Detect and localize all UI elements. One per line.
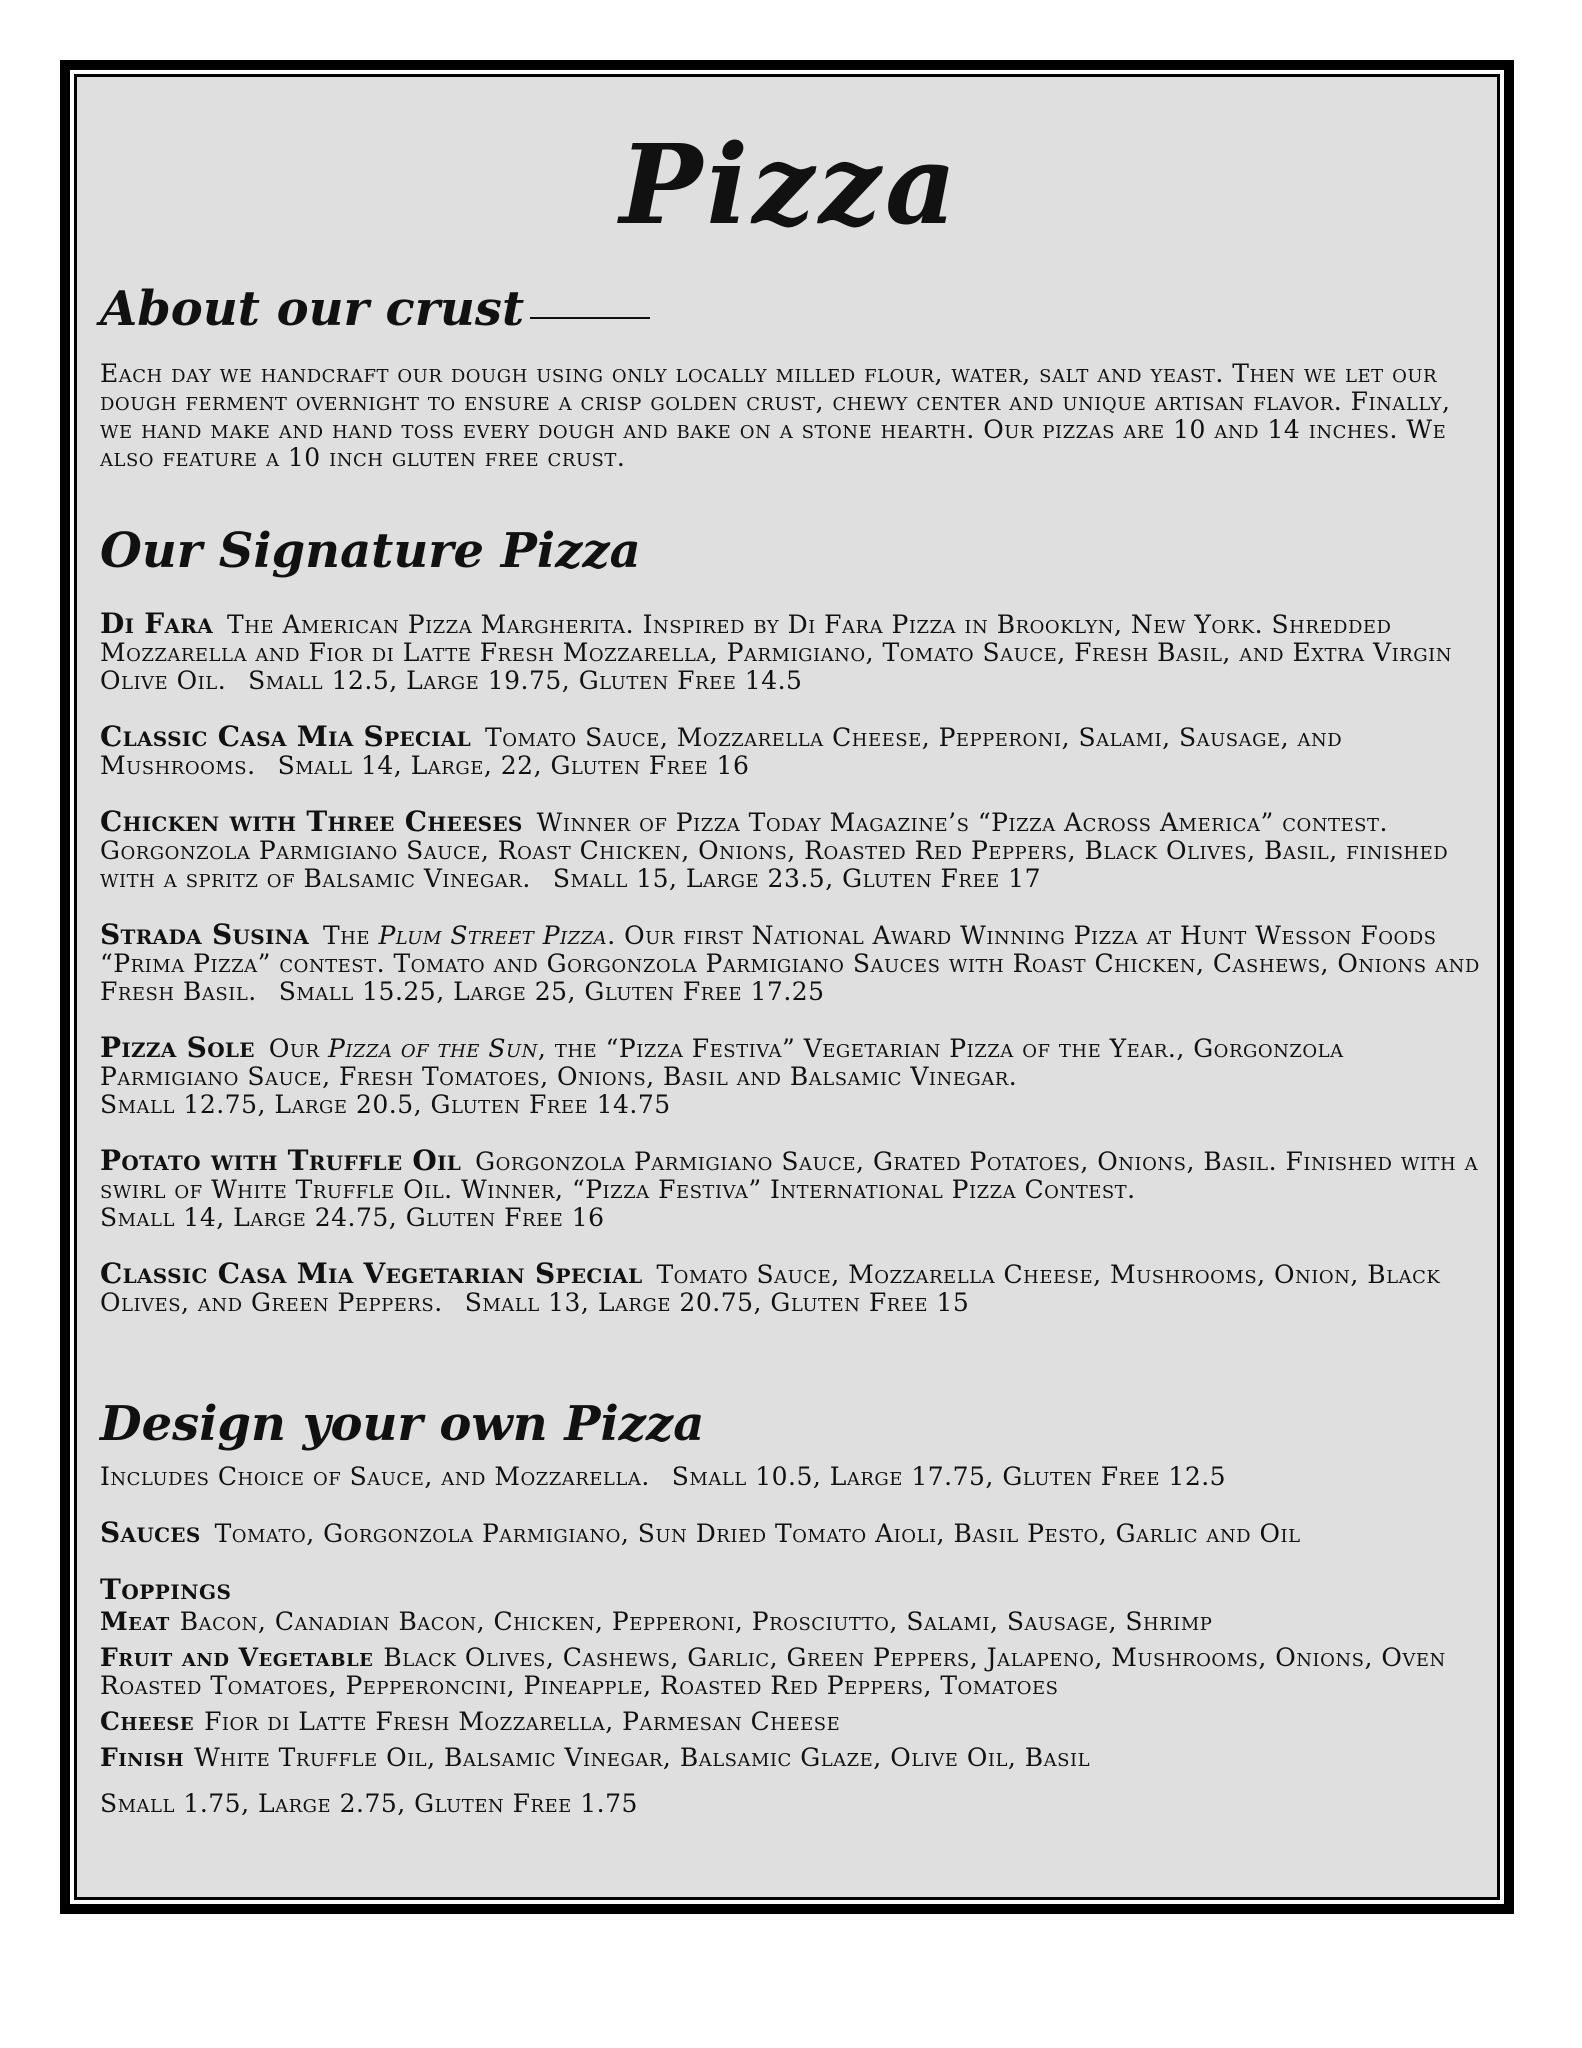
topping-category-items: Fior di Latte Fresh Mozzarella, Parmesan Cheese: [204, 1707, 841, 1736]
item-price: Small 12.75, Large 20.5, Gluten Free 14.75: [100, 1090, 671, 1119]
topping-category-label: Cheese: [100, 1707, 195, 1736]
item-price: Small 14, Large 24.75, Gluten Free 16: [100, 1203, 605, 1232]
item-name: Di Fara: [100, 607, 214, 640]
item-name: Classic Casa Mia Special: [100, 720, 472, 753]
topping-category-cheese: [100, 1708, 1480, 1736]
topping-category-label: Finish: [100, 1743, 185, 1772]
sauces-label: Sauces: [100, 1516, 201, 1549]
page-title: Pizza: [619, 120, 961, 249]
design-heading-text: Design your own Pizza: [100, 1396, 705, 1452]
design-section: [100, 1385, 1480, 1818]
topping-category-items: Black Olives, Cashews, Garlic, Green Peppers, Jalapeno, Mushrooms, Onions, Oven Roasted Tomatoes, Pepperoncini, Pineapple, Roasted Red Peppers, Tomatoes: [100, 1643, 1446, 1700]
item-description-emphasis: Plum Street Pizza: [378, 921, 608, 950]
signature-heading: [100, 512, 1480, 590]
item-description: Winner of Pizza Today Magazine’s “Pizza Across America” contest. Gorgonzola Parmigiano Sauce, Roast Chicken, Onions, Roasted Red Peppers, Black Olives, Basil, finished with a spritz of Balsamic Vinegar.: [100, 808, 1449, 893]
sauces-line: [100, 1516, 1480, 1549]
toppings-price: Small 1.75, Large 2.75, Gluten Free 1.75: [100, 1789, 638, 1818]
item-name: Chicken with Three Cheeses: [100, 805, 523, 838]
topping-category-fruit-vegetable: [100, 1644, 1480, 1700]
topping-category-finish: [100, 1744, 1480, 1772]
item-description-post: . Our first National Award Winning Pizza at Hunt Wesson Foods “Prima Pizza” contest. Tomato and Gorgonzola Parmigiano Sauces with Roast Chicken, Cashews, Onions and Fresh Basil.: [100, 921, 1480, 1006]
item-name: Potato with Truffle Oil: [100, 1144, 462, 1177]
item-price: Small 15.25, Large 25, Gluten Free 17.25: [278, 977, 825, 1006]
crust-description: Each day we handcraft our dough using only locally milled flour, water, salt and yeast. Then we let our dough ferment overnight to ensure a crisp golden crust, chewy center and unique artisan flavor. Finally, we hand make and hand toss every dough and bake on a stone hearth. Our pizzas are 10 and 14 inches. We also feature a 10 inch gluten free crust.: [100, 359, 1451, 472]
menu-item-pizza-sole: [100, 1031, 1480, 1119]
topping-category-items: White Truffle Oil, Balsamic Vinegar, Balsamic Glaze, Olive Oil, Basil: [194, 1743, 1091, 1772]
menu-item-strada-susina: [100, 918, 1480, 1006]
item-description-pre: The: [323, 921, 379, 950]
menu-item-di-fara: [100, 607, 1480, 695]
topping-category-label: Meat: [100, 1607, 170, 1636]
crust-heading: [100, 270, 1480, 348]
menu-item-chicken-three-cheeses: [100, 805, 1480, 893]
design-includes-price: Small 10.5, Large 17.75, Gluten Free 12.5: [671, 1462, 1227, 1491]
item-name: Pizza Sole: [100, 1031, 255, 1064]
crust-heading-text: About our crust: [100, 281, 525, 337]
toppings-block: [100, 1573, 1480, 1818]
design-includes-text: Includes Choice of Sauce, and Mozzarella.: [100, 1462, 650, 1491]
item-price: Small 14, Large, 22, Gluten Free 16: [277, 751, 750, 780]
item-description-pre: Our: [268, 1034, 328, 1063]
item-description: Tomato Sauce, Mozzarella Cheese, Mushrooms, Onion, Black Olives, and Green Peppers.: [100, 1260, 1441, 1317]
item-description-emphasis: Pizza of the Sun: [328, 1034, 538, 1063]
design-includes: [100, 1463, 1480, 1491]
item-price: Small 15, Large 23.5, Gluten Free 17: [552, 864, 1041, 893]
item-description: Tomato Sauce, Mozzarella Cheese, Pepperoni, Salami, Sausage, and Mushrooms.: [100, 723, 1343, 780]
item-description: Gorgonzola Parmigiano Sauce, Grated Potatoes, Onions, Basil. Finished with a swirl of White Truffle Oil. Winner, “Pizza Festiva” International Pizza Contest.: [100, 1147, 1479, 1204]
item-name: Strada Susina: [100, 918, 310, 951]
signature-heading-text: Our Signature Pizza: [100, 523, 641, 579]
toppings-label: Toppings: [100, 1573, 232, 1606]
menu-item-vegetarian-special: [100, 1257, 1480, 1317]
topping-category-meat: [100, 1608, 1480, 1636]
signature-section: [100, 512, 1480, 1317]
topping-category-label: Fruit and Vegetable: [100, 1643, 374, 1672]
item-description: The American Pizza Margherita. Inspired by Di Fara Pizza in Brooklyn, New York. Shredded Mozzarella and Fior di Latte Fresh Mozzarella, Parmigiano, Tomato Sauce, Fresh Basil, and Extra Virgin Olive Oil.: [100, 610, 1452, 695]
crust-section: [100, 270, 1480, 472]
menu-item-classic-special: [100, 720, 1480, 780]
heading-swash-line: [530, 317, 650, 319]
menu-item-potato-truffle: [100, 1144, 1480, 1232]
sauces-list: Tomato, Gorgonzola Parmigiano, Sun Dried Tomato Aioli, Basil Pesto, Garlic and Oil: [214, 1519, 1301, 1548]
topping-category-items: Bacon, Canadian Bacon, Chicken, Pepperoni, Prosciutto, Salami, Sausage, Shrimp: [179, 1607, 1213, 1636]
item-name: Classic Casa Mia Vegetarian Special: [100, 1257, 643, 1290]
design-heading: [100, 1385, 1480, 1463]
menu-content: [100, 100, 1480, 1818]
item-price: Small 12.5, Large 19.75, Gluten Free 14.5: [248, 666, 803, 695]
item-price: Small 13, Large 20.75, Gluten Free 15: [464, 1288, 970, 1317]
item-description-post: , the “Pizza Festiva” Vegetarian Pizza of the Year., Gorgonzola Parmigiano Sauce, Fresh Tomatoes, Onions, Basil and Balsamic Vinegar.: [100, 1034, 1344, 1091]
